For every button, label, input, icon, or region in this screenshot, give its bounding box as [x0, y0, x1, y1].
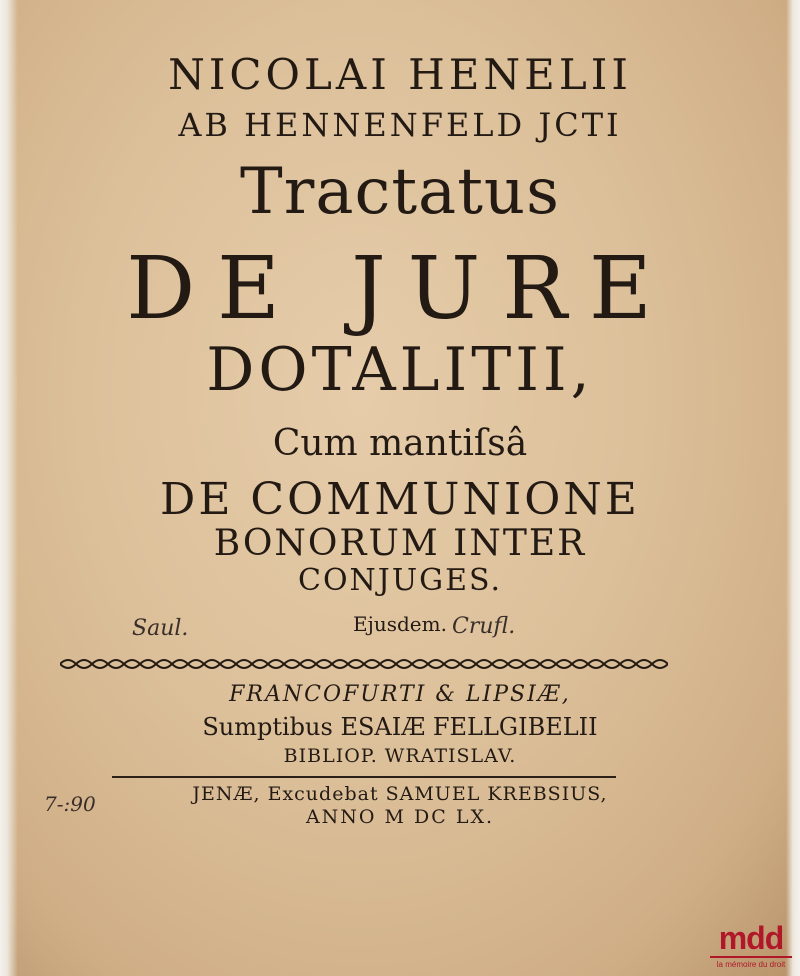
mdd-logo — [706, 920, 796, 974]
imprint-bibliop: BIBLIOP. WRATISLAV. — [283, 745, 517, 767]
ejusdem-line: Ejusdem. — [353, 612, 447, 636]
imprint-sumptibus: Sumptibus ESAIÆ FELLGIBELII — [202, 713, 598, 741]
subtitle-line-1: DE COMMUNIONE — [160, 474, 640, 525]
author-line: NICOLAI HENELII — [168, 50, 632, 99]
logo-underline — [710, 956, 792, 958]
imprint-place: FRANCOFURTI & LIPSIÆ, — [229, 682, 571, 707]
handwritten-margin-number: 7-:90 — [44, 792, 96, 816]
subtitle-line-3: CONJUGES. — [298, 563, 502, 598]
year-line: ANNO M DC LX. — [305, 806, 495, 828]
work-type: Tractatus — [240, 155, 560, 229]
divider-rule — [112, 776, 616, 778]
logo-tagline: la mémoire du droit — [716, 960, 786, 969]
logo-mark: mdd — [718, 920, 784, 956]
author-title-line: AB HENNENFELD JCTI — [178, 106, 622, 144]
subtitle-line-2: BONORUM INTER — [213, 523, 587, 564]
ornamental-border — [60, 656, 668, 672]
title-line-1: DE JURE — [126, 239, 674, 339]
handwritten-mark-left: Saul. — [132, 616, 189, 641]
printer-line: JENÆ, Excudebat SAMUEL KREBSIUS, — [192, 783, 608, 805]
title-line-2: DOTALITII, — [206, 335, 594, 405]
subtitle-intro: Cum mantiſsâ — [272, 423, 528, 464]
handwritten-mark-right: Crufl. — [452, 614, 516, 639]
